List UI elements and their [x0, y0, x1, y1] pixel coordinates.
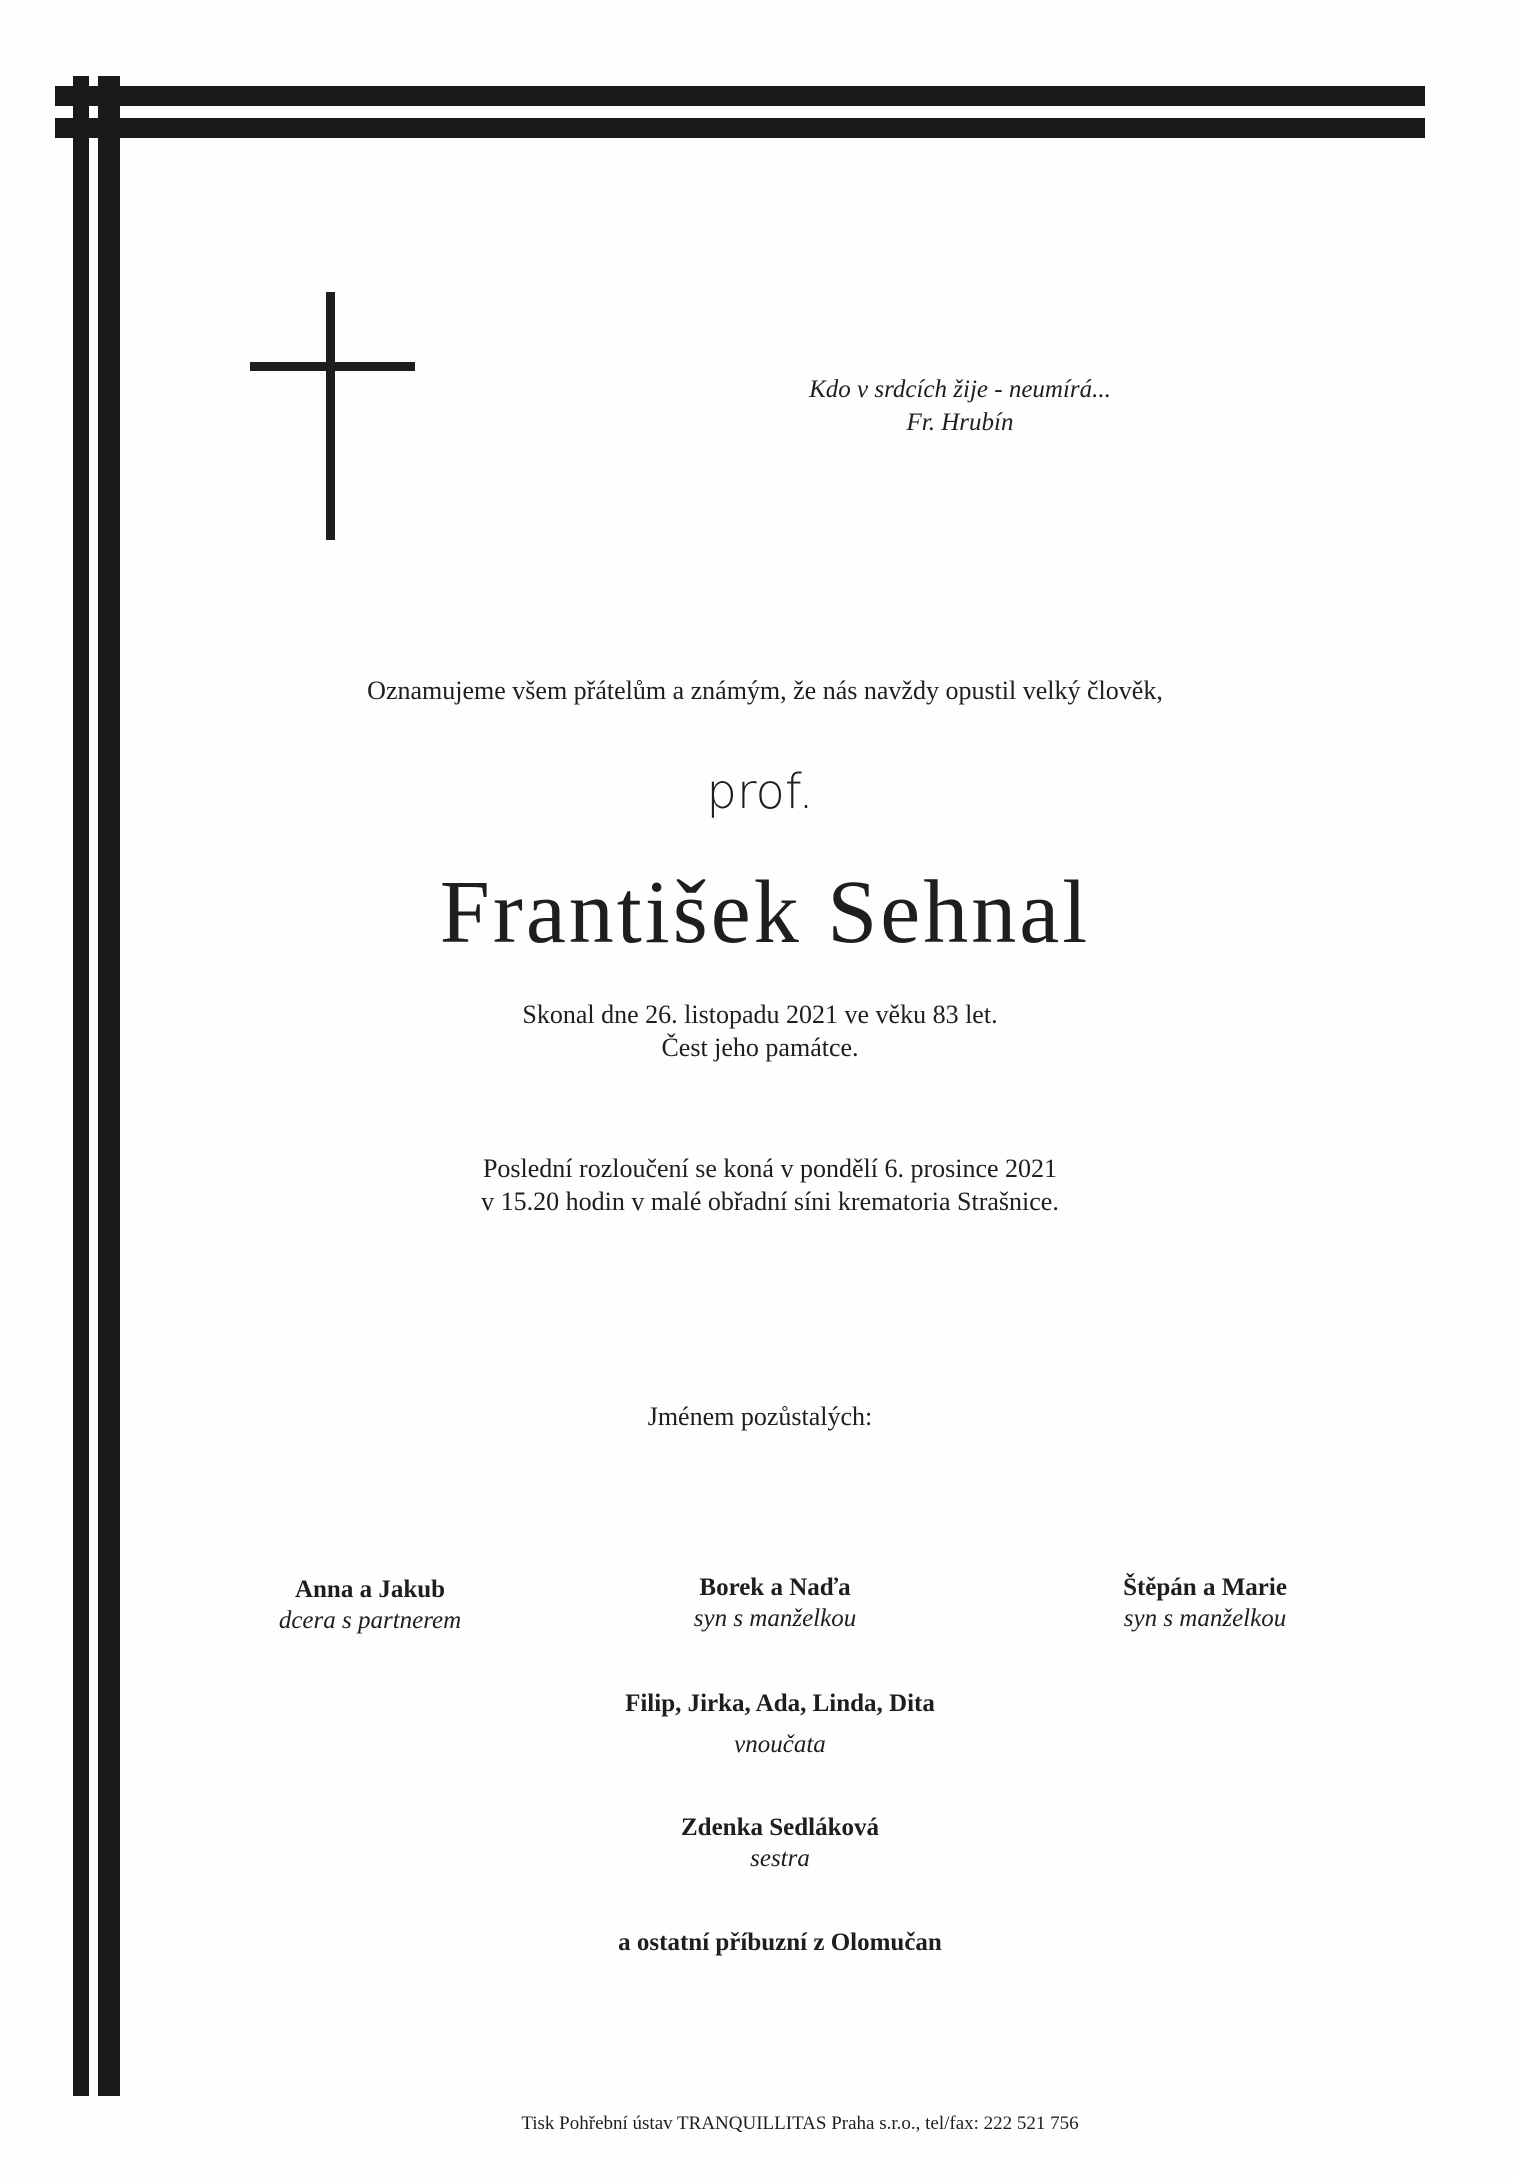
other-relatives: a ostatní příbuzní z Olomučan: [618, 1929, 942, 1956]
quote-block: [760, 373, 1160, 439]
printer-footer: Tisk Pohřební ústav TRANQUILLITAS Praha s.r.o., tel/fax: 222 521 756: [521, 2113, 1079, 2134]
relative-group: [1055, 1572, 1355, 1634]
border-top-bar-outer: [55, 86, 1425, 106]
deceased-title: prof.: [706, 764, 814, 820]
border-top-bar-inner: [55, 118, 1425, 138]
cross-vertical: [326, 292, 335, 540]
honor-line: Čest jeho památce.: [661, 1033, 859, 1062]
funeral-place-line: v 15.20 hodin v malé obřadní síni krematoria Strašnice.: [481, 1187, 1059, 1216]
relative-names: Anna a Jakub: [294, 1576, 446, 1603]
death-date-line: Skonal dne 26. listopadu 2021 ve věku 83 let.: [522, 1000, 998, 1029]
relative-group: [220, 1574, 520, 1636]
cross-horizontal: [250, 362, 415, 371]
relative-names: Borek a Naďa: [699, 1574, 851, 1601]
border-left-bar-inner: [98, 76, 120, 2096]
quote-text: Kdo v srdcích žije - neumírá...: [809, 376, 1111, 403]
relative-relation: sestra: [750, 1845, 810, 1872]
relative-group: [555, 1688, 1005, 1760]
quote-author: Fr. Hrubín: [906, 409, 1014, 436]
relative-group: [625, 1572, 925, 1634]
funeral-info: [380, 1152, 1160, 1218]
cross-icon: [250, 292, 415, 540]
relative-group: [600, 1812, 960, 1874]
relative-relation: vnoučata: [734, 1731, 826, 1758]
announcement-text: Oznamujeme všem přátelům a známým, že nás navždy opustil velký člověk,: [367, 676, 1163, 705]
deceased-name: František Sehnal: [439, 863, 1091, 962]
on-behalf-label: Jménem pozůstalých:: [647, 1402, 873, 1431]
relative-names: Štěpán a Marie: [1123, 1574, 1287, 1601]
border-left-bar-outer: [73, 76, 89, 2096]
relative-relation: syn s manželkou: [1123, 1605, 1287, 1632]
relative-names: Filip, Jirka, Ada, Linda, Dita: [625, 1690, 935, 1717]
death-info: [400, 998, 1120, 1064]
relative-names: Zdenka Sedláková: [681, 1814, 879, 1841]
relative-relation: dcera s partnerem: [278, 1607, 462, 1634]
funeral-date-line: Poslední rozloučení se koná v pondělí 6. prosince 2021: [482, 1154, 1058, 1183]
relative-relation: syn s manželkou: [693, 1605, 857, 1632]
